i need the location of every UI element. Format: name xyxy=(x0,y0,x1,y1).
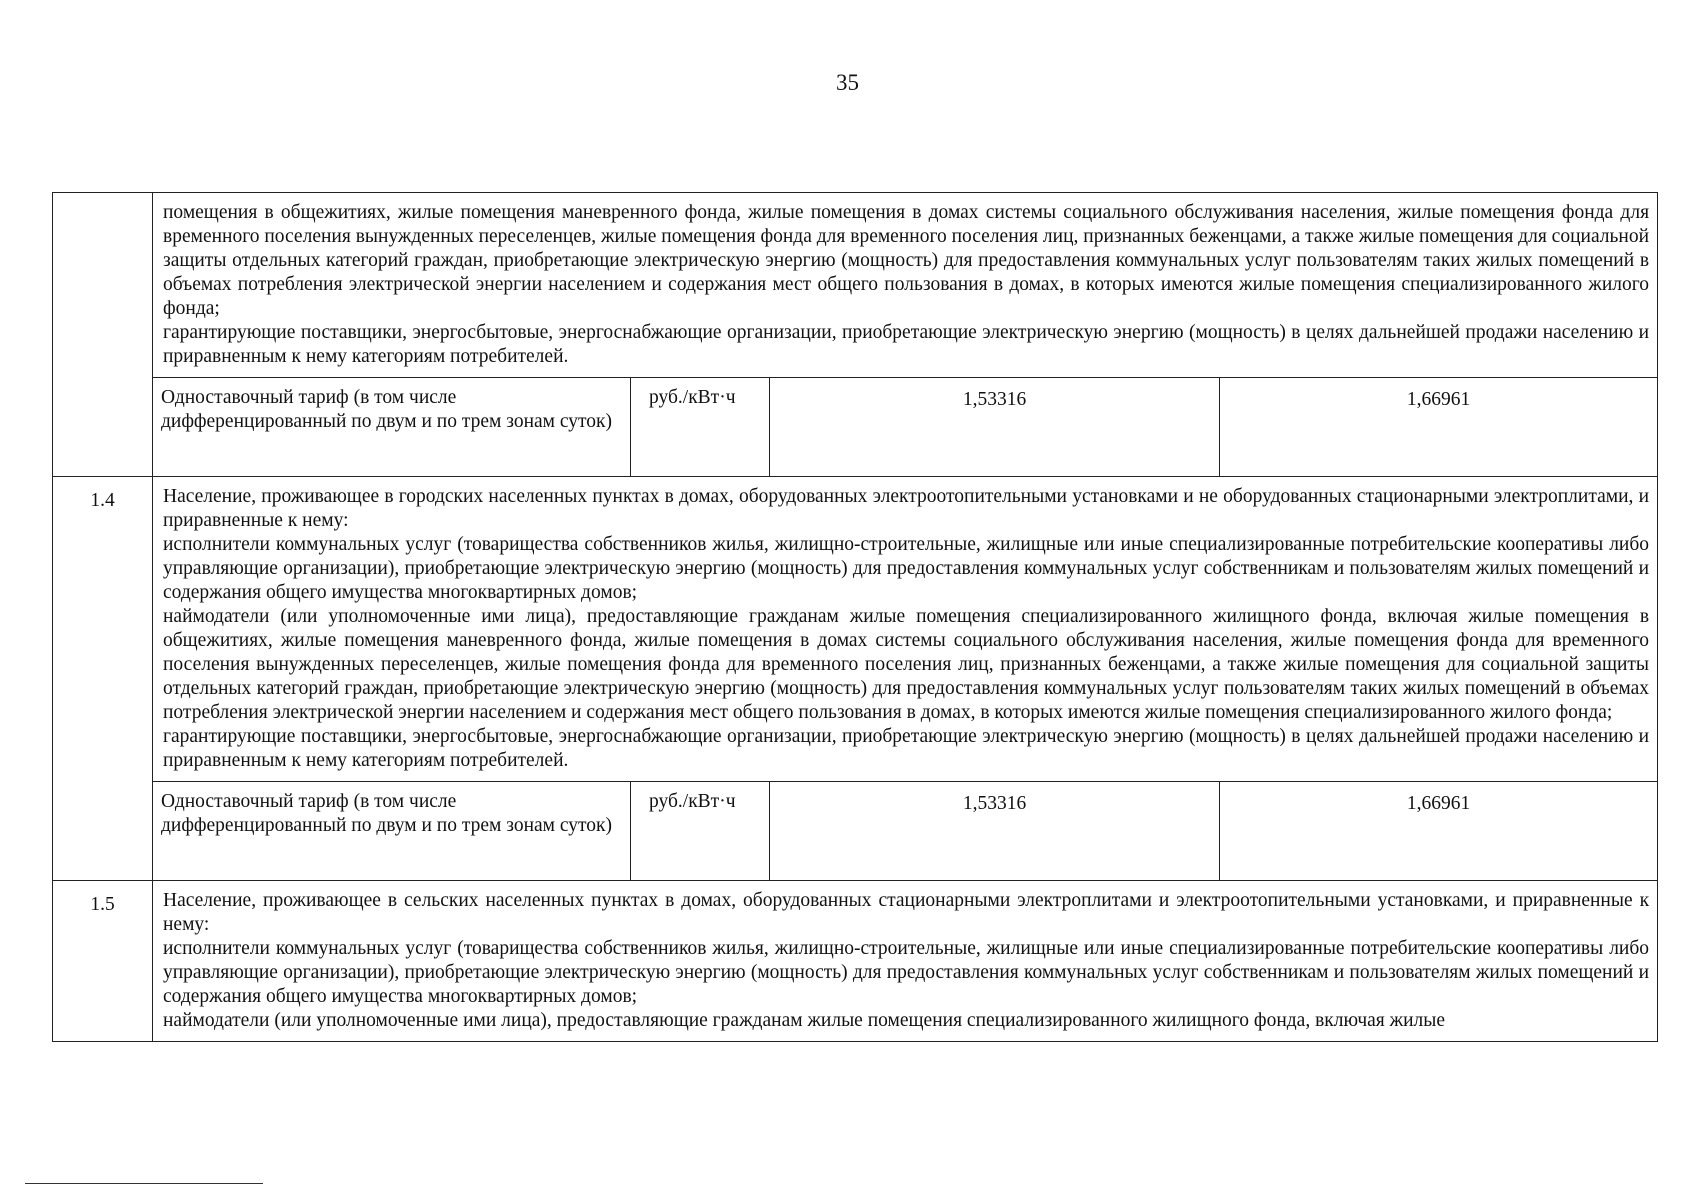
tariff-value-first-half: 1,53316 xyxy=(770,378,1220,477)
tariff-unit: руб./кВт·ч xyxy=(631,378,770,477)
description-paragraph: гарантирующие поставщики, энергосбытовые, энергоснабжающие организации, приобретающие электрическую энергию (мощность) в целях дальнейшей продажи населению и приравненным к нему категориям потребителей. xyxy=(163,322,1650,367)
row-number xyxy=(53,193,153,477)
table-row xyxy=(53,477,1658,782)
table-row xyxy=(53,881,1658,1042)
tariff-value-second-half: 1,66961 xyxy=(1220,782,1658,881)
page-number: 35 xyxy=(836,70,859,95)
category-description xyxy=(153,193,1658,378)
description-paragraph: помещения в общежитиях, жилые помещения маневренного фонда, жилые помещения в домах системы социального обслуживания населения, жилые помещения фонда для временного поселения вынужденных переселенцев, жилые помещения фонда для временного поселения лиц, признанных беженцами, а также жилые помещения для социальной защиты отдельных категорий граждан, приобретающие электрическую энергию (мощность) для предоставления коммунальных услуг пользователям таких жилых помещений в объемах потребления электрической энергии населением и содержания мест общего пользования в домах, в которых имеются жилые помещения специализированного жилого фонда; xyxy=(163,202,1650,319)
description-paragraph: исполнители коммунальных услуг (товарищества собственников жилья, жилищно-строительные, жилищные или иные специализированные потребительские кооперативы либо управляющие организации), приобретающие электрическую энергию (мощность) для предоставления коммунальных услуг собственникам и пользователям жилых помещений и содержания общего имущества многоквартирных домов; xyxy=(163,534,1650,603)
description-paragraph: наймодатели (или уполномоченные ими лица), предоставляющие гражданам жилые помещения специализированного жилищного фонда, включая жилые xyxy=(163,1010,1446,1031)
row-number: 1.4 xyxy=(53,477,153,881)
row-number: 1.5 xyxy=(53,881,153,1042)
table-row xyxy=(53,193,1658,378)
description-paragraph: наймодатели (или уполномоченные ими лица), предоставляющие гражданам жилые помещения специализированного жилищного фонда, включая жилые помещения в общежитиях, жилые помещения маневренного фонда, жилые помещения в домах системы социального обслуживания населения, жилые помещения фонда для временного поселения вынужденных переселенцев, жилые помещения фонда для временного поселения лиц, признанных беженцами, а также жилые помещения для социальной защиты отдельных категорий граждан, приобретающие электрическую энергию (мощность) для предоставления коммунальных услуг пользователям таких жилых помещений в объемах потребления электрической энергии населением и содержания мест общего пользования в домах, в которых имеются жилые помещения специализированного жилого фонда; xyxy=(163,606,1650,723)
tariff-row xyxy=(53,782,1658,881)
description-paragraph: Население, проживающее в городских населенных пунктах в домах, оборудованных электроотопительными установками и не оборудованных стационарными электроплитами, и приравненные к нему: xyxy=(163,486,1650,531)
tariff-name: Одноставочный тариф (в том числе дифференцированный по двум и по трем зонам суток) xyxy=(153,378,631,477)
description-paragraph: исполнители коммунальных услуг (товарищества собственников жилья, жилищно-строительные, жилищные или иные специализированные потребительские кооперативы либо управляющие организации), приобретающие электрическую энергию (мощность) для предоставления коммунальных услуг собственникам и пользователям жилых помещений и содержания общего имущества многоквартирных домов; xyxy=(163,938,1650,1007)
tariff-row xyxy=(53,378,1658,477)
category-description xyxy=(153,881,1658,1042)
category-description xyxy=(153,477,1658,782)
description-paragraph: гарантирующие поставщики, энергосбытовые, энергоснабжающие организации, приобретающие электрическую энергию (мощность) в целях дальнейшей продажи населению и приравненным к нему категориям потребителей. xyxy=(163,726,1650,771)
tariff-table xyxy=(52,192,1658,1042)
tariff-name: Одноставочный тариф (в том числе дифференцированный по двум и по трем зонам суток) xyxy=(153,782,631,881)
tariff-unit: руб./кВт·ч xyxy=(631,782,770,881)
tariff-value-first-half: 1,53316 xyxy=(770,782,1220,881)
tariff-value-second-half: 1,66961 xyxy=(1220,378,1658,477)
description-paragraph: Население, проживающее в сельских населенных пунктах в домах, оборудованных стационарными электроплитами и электроотопительными установками, и приравненные к нему: xyxy=(163,890,1650,935)
footnote-separator-line xyxy=(25,1183,263,1184)
